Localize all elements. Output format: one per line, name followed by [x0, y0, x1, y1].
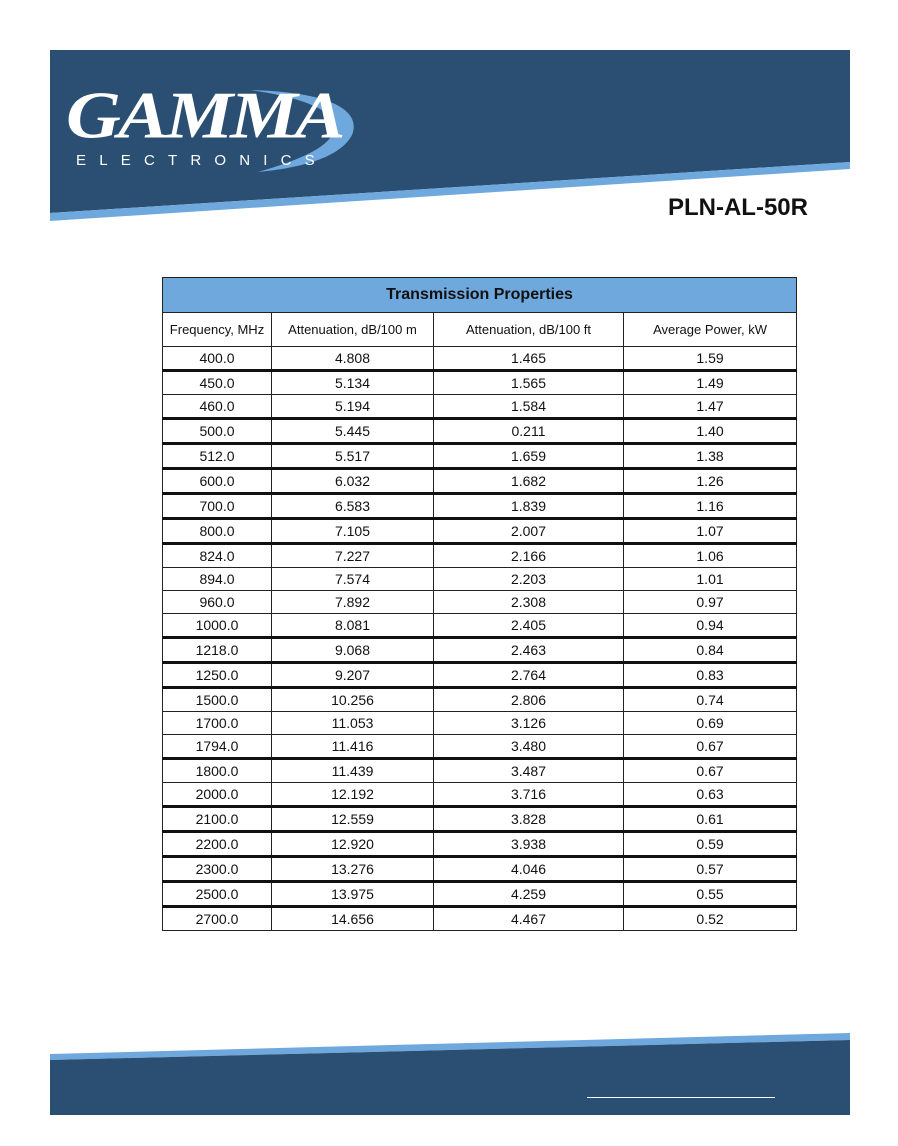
cell-average-power: 1.16 [624, 494, 797, 519]
cell-attenuation-m: 7.574 [272, 568, 434, 591]
cell-average-power: 0.61 [624, 807, 797, 832]
cell-attenuation-ft: 4.259 [434, 882, 624, 907]
cell-average-power: 0.67 [624, 759, 797, 783]
cell-average-power: 1.59 [624, 347, 797, 371]
cell-attenuation-ft: 4.046 [434, 857, 624, 882]
cell-average-power: 0.67 [624, 735, 797, 759]
cell-attenuation-ft: 2.007 [434, 519, 624, 544]
cell-attenuation-m: 6.583 [272, 494, 434, 519]
cell-attenuation-ft: 2.308 [434, 591, 624, 614]
cell-attenuation-ft: 1.565 [434, 371, 624, 395]
cell-attenuation-m: 7.105 [272, 519, 434, 544]
cell-attenuation-m: 5.517 [272, 444, 434, 469]
cell-average-power: 1.01 [624, 568, 797, 591]
table-title-row [163, 278, 797, 313]
table-row [163, 419, 797, 444]
column-header-frequency: Frequency, MHz [163, 313, 272, 347]
cell-frequency: 2300.0 [163, 857, 272, 882]
cell-frequency: 2200.0 [163, 832, 272, 857]
cell-average-power: 0.57 [624, 857, 797, 882]
cell-attenuation-m: 13.276 [272, 857, 434, 882]
table-row [163, 688, 797, 712]
cell-attenuation-m: 6.032 [272, 469, 434, 494]
cell-average-power: 0.97 [624, 591, 797, 614]
cell-attenuation-ft: 3.938 [434, 832, 624, 857]
cell-attenuation-ft: 3.716 [434, 783, 624, 807]
table-row [163, 519, 797, 544]
cell-attenuation-ft: 2.764 [434, 663, 624, 688]
table-row [163, 494, 797, 519]
cell-attenuation-ft: 0.211 [434, 419, 624, 444]
column-header-attenuation-ft: Attenuation, dB/100 ft [434, 313, 624, 347]
cell-frequency: 700.0 [163, 494, 272, 519]
cell-attenuation-ft: 3.126 [434, 712, 624, 735]
cell-average-power: 1.26 [624, 469, 797, 494]
cell-attenuation-m: 10.256 [272, 688, 434, 712]
cell-attenuation-ft: 1.682 [434, 469, 624, 494]
table-row [163, 544, 797, 568]
column-header-average-power: Average Power, kW [624, 313, 797, 347]
table-row [163, 857, 797, 882]
cell-frequency: 500.0 [163, 419, 272, 444]
cell-average-power: 0.83 [624, 663, 797, 688]
table-row [163, 907, 797, 931]
cell-attenuation-m: 13.975 [272, 882, 434, 907]
cell-attenuation-m: 9.068 [272, 638, 434, 663]
cell-frequency: 512.0 [163, 444, 272, 469]
product-model-title: PLN-AL-50R [667, 194, 808, 221]
cell-attenuation-ft: 2.203 [434, 568, 624, 591]
cell-average-power: 0.84 [624, 638, 797, 663]
cell-average-power: 1.40 [624, 419, 797, 444]
cell-frequency: 450.0 [163, 371, 272, 395]
table-row [163, 882, 797, 907]
cell-attenuation-ft: 4.467 [434, 907, 624, 931]
cell-attenuation-m: 11.053 [272, 712, 434, 735]
cell-frequency: 1500.0 [163, 688, 272, 712]
cell-attenuation-m: 11.416 [272, 735, 434, 759]
footer-band [0, 1025, 898, 1146]
cell-attenuation-ft: 2.405 [434, 614, 624, 638]
cell-frequency: 824.0 [163, 544, 272, 568]
table-row [163, 663, 797, 688]
cell-attenuation-m: 8.081 [272, 614, 434, 638]
table-row [163, 783, 797, 807]
cell-attenuation-m: 4.808 [272, 347, 434, 371]
table-row [163, 735, 797, 759]
cell-average-power: 0.69 [624, 712, 797, 735]
cell-average-power: 1.49 [624, 371, 797, 395]
cell-frequency: 1250.0 [163, 663, 272, 688]
cell-attenuation-m: 5.134 [272, 371, 434, 395]
table-row [163, 638, 797, 663]
table-row [163, 614, 797, 638]
cell-frequency: 2700.0 [163, 907, 272, 931]
cell-attenuation-ft: 1.839 [434, 494, 624, 519]
table-header-row [163, 313, 797, 347]
brand-logo: GAMMA [66, 78, 343, 153]
table-row [163, 712, 797, 735]
cell-attenuation-ft: 1.659 [434, 444, 624, 469]
table-row [163, 591, 797, 614]
transmission-properties-table [162, 277, 797, 931]
cell-frequency: 460.0 [163, 395, 272, 419]
cell-attenuation-m: 12.559 [272, 807, 434, 832]
cell-attenuation-ft: 3.480 [434, 735, 624, 759]
table-body [163, 347, 797, 931]
cell-attenuation-ft: 3.487 [434, 759, 624, 783]
brand-tagline: ELECTRONICS [76, 152, 328, 169]
cell-attenuation-ft: 2.463 [434, 638, 624, 663]
cell-frequency: 600.0 [163, 469, 272, 494]
cell-attenuation-m: 5.445 [272, 419, 434, 444]
table-row [163, 444, 797, 469]
cell-average-power: 1.47 [624, 395, 797, 419]
cell-average-power: 0.94 [624, 614, 797, 638]
cell-attenuation-ft: 2.166 [434, 544, 624, 568]
cell-frequency: 800.0 [163, 519, 272, 544]
transmission-properties-table-container [162, 277, 796, 931]
cell-average-power: 0.52 [624, 907, 797, 931]
cell-average-power: 0.63 [624, 783, 797, 807]
table-row [163, 395, 797, 419]
table-row [163, 568, 797, 591]
cell-attenuation-m: 9.207 [272, 663, 434, 688]
cell-frequency: 400.0 [163, 347, 272, 371]
cell-frequency: 1700.0 [163, 712, 272, 735]
cell-attenuation-ft: 3.828 [434, 807, 624, 832]
cell-frequency: 1794.0 [163, 735, 272, 759]
cell-frequency: 2500.0 [163, 882, 272, 907]
cell-average-power: 1.06 [624, 544, 797, 568]
cell-average-power: 1.07 [624, 519, 797, 544]
table-row [163, 371, 797, 395]
table-row [163, 759, 797, 783]
cell-attenuation-m: 14.656 [272, 907, 434, 931]
column-header-attenuation-m: Attenuation, dB/100 m [272, 313, 434, 347]
cell-attenuation-m: 12.192 [272, 783, 434, 807]
cell-average-power: 0.59 [624, 832, 797, 857]
cell-attenuation-m: 11.439 [272, 759, 434, 783]
table-title: Transmission Properties [163, 278, 797, 313]
footer-divider-line [587, 1097, 775, 1098]
table-row [163, 807, 797, 832]
cell-frequency: 2000.0 [163, 783, 272, 807]
cell-frequency: 1218.0 [163, 638, 272, 663]
table-row [163, 347, 797, 371]
cell-average-power: 0.55 [624, 882, 797, 907]
cell-frequency: 2100.0 [163, 807, 272, 832]
cell-average-power: 0.74 [624, 688, 797, 712]
cell-average-power: 1.38 [624, 444, 797, 469]
cell-frequency: 1800.0 [163, 759, 272, 783]
cell-attenuation-m: 5.194 [272, 395, 434, 419]
cell-frequency: 894.0 [163, 568, 272, 591]
cell-attenuation-ft: 2.806 [434, 688, 624, 712]
table-row [163, 832, 797, 857]
cell-attenuation-m: 7.892 [272, 591, 434, 614]
table-row [163, 469, 797, 494]
cell-attenuation-ft: 1.465 [434, 347, 624, 371]
cell-frequency: 1000.0 [163, 614, 272, 638]
cell-attenuation-m: 12.920 [272, 832, 434, 857]
cell-attenuation-ft: 1.584 [434, 395, 624, 419]
cell-attenuation-m: 7.227 [272, 544, 434, 568]
cell-frequency: 960.0 [163, 591, 272, 614]
